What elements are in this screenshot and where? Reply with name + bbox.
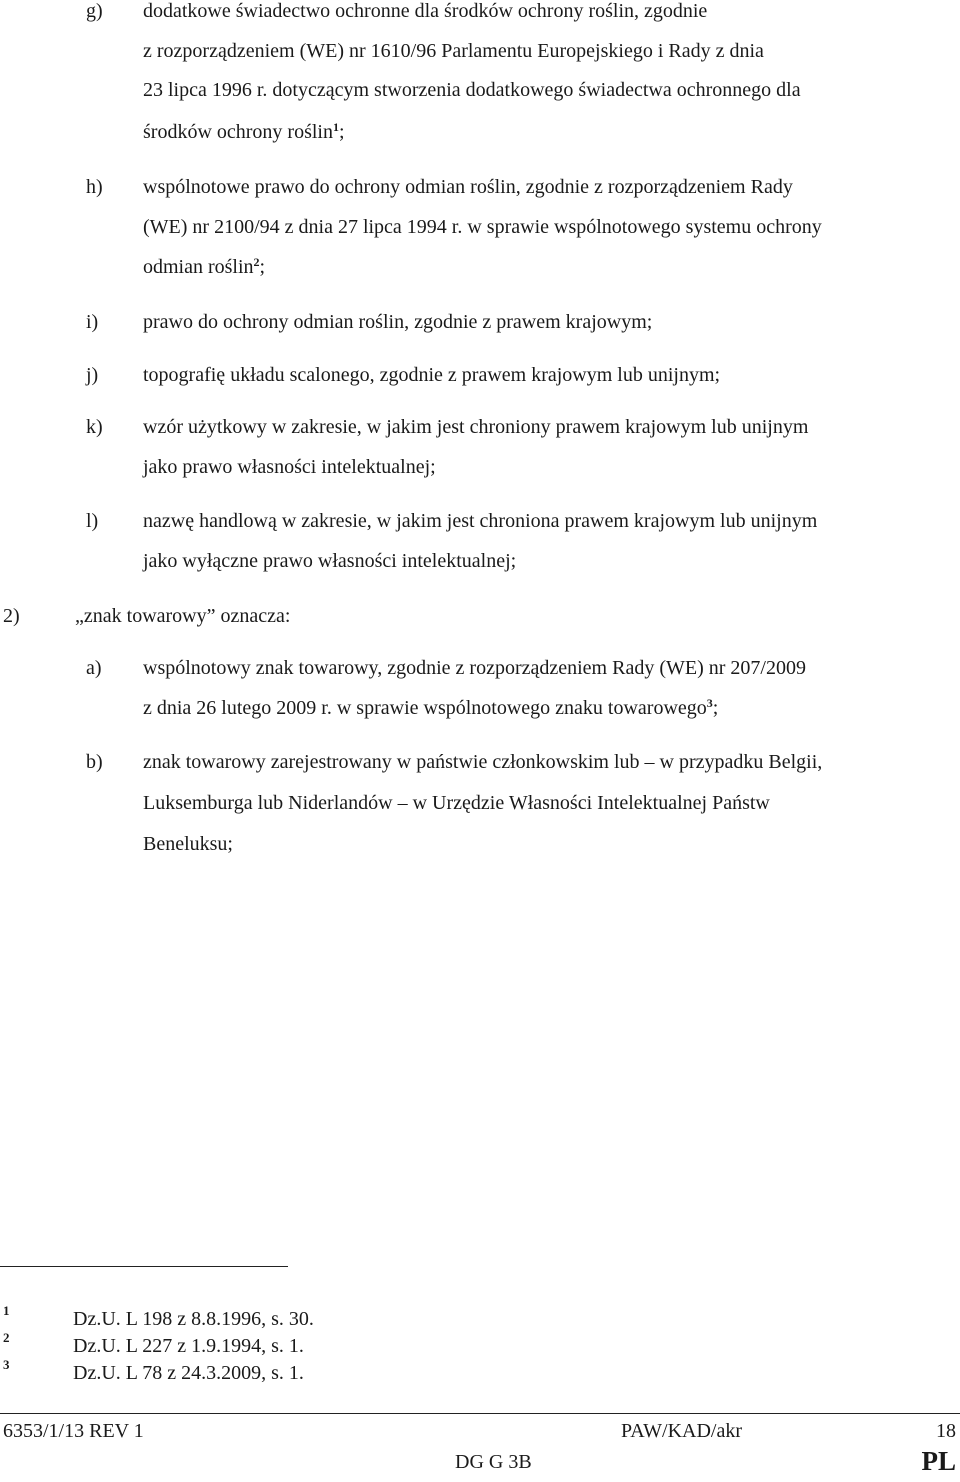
item-h-line-3 [143,256,265,279]
item-g-line-1: dodatkowe świadectwo ochronne dla środków ochrony roślin, zgodnie [143,0,708,22]
footnote-text-1: Dz.U. L 198 z 8.8.1996, s. 30. [73,1308,314,1330]
item-g-end: ; [338,121,345,143]
item-i-line-1: prawo do ochrony odmian roślin, zgodnie z prawem krajowym; [143,311,653,333]
point-label-2: 2) [3,605,20,627]
footnote-number-2: 2 [3,1330,10,1345]
footnote-separator [0,1266,288,1267]
footnote-number-1: 1 [3,1303,10,1318]
point-2-text: „znak towarowy” oznacza: [75,605,291,627]
footer-doc-ref: 6353/1/13 REV 1 [3,1420,144,1442]
footer-initials: PAW/KAD/akr [621,1420,742,1442]
item-j-line-1: topografię układu scalonego, zgodnie z prawem krajowym lub unijnym; [143,364,721,386]
item-g-line-3: 23 lipca 1996 r. dotyczącym stworzenia dodatkowego świadectwa ochronnego dla [143,79,801,101]
item-label-k: k) [86,416,103,438]
item-g-line-4-text: środków ochrony roślin [143,121,333,143]
item-label-j: j) [86,364,99,386]
item-k-line-1: wzór użytkowy w zakresie, w jakim jest chroniony prawem krajowym lub unijnym [143,416,809,438]
footnote-ref-3: 3 [706,696,713,710]
footer-page-number: 18 [936,1420,956,1442]
item-b-line-1: znak towarowy zarejestrowany w państwie członkowskim lub – w przypadku Belgii, [143,751,823,773]
footnote-ref-2: 2 [253,255,260,269]
item-g-line-4 [143,121,345,144]
item-a-end: ; [712,697,719,719]
footer-rule [0,1413,960,1414]
item-label-i: i) [86,311,99,333]
item-l-line-1: nazwę handlową w zakresie, w jakim jest chroniona prawem krajowym lub unijnym [143,510,818,532]
item-b-line-3: Beneluksu; [143,833,233,855]
footer-dg: DG G 3B [455,1451,532,1473]
item-l-line-2: jako wyłączne prawo własności intelektualnej; [143,550,517,572]
item-label-b: b) [86,751,103,773]
footnote-number-3: 3 [3,1357,10,1372]
item-a-line-2 [143,697,718,720]
item-label-g: g) [86,0,103,22]
item-a-line-2-text: z dnia 26 lutego 2009 r. w sprawie wspólnotowego znaku towarowego [143,697,707,719]
item-label-h: h) [86,176,103,198]
footer-language: PL [921,1446,956,1476]
item-a-line-1: wspólnotowy znak towarowy, zgodnie z rozporządzeniem Rady (WE) nr 207/2009 [143,657,806,679]
footnote-text-2: Dz.U. L 227 z 1.9.1994, s. 1. [73,1335,304,1357]
item-h-line-1: wspólnotowe prawo do ochrony odmian roślin, zgodnie z rozporządzeniem Rady [143,176,793,198]
item-h-line-3-text: odmian roślin [143,256,254,278]
item-h-end: ; [259,256,266,278]
footnote-ref-1: 1 [332,120,339,134]
footnote-text-3: Dz.U. L 78 z 24.3.2009, s. 1. [73,1362,304,1384]
item-label-a: a) [86,657,102,679]
item-b-line-2: Luksemburga lub Niderlandów – w Urzędzie Własności Intelektualnej Państw [143,792,770,814]
item-label-l: l) [86,510,99,532]
item-k-line-2: jako prawo własności intelektualnej; [143,456,436,478]
item-h-line-2: (WE) nr 2100/94 z dnia 27 lipca 1994 r. w sprawie wspólnotowego systemu ochrony [143,216,822,238]
item-g-line-2: z rozporządzeniem (WE) nr 1610/96 Parlamentu Europejskiego i Rady z dnia [143,40,764,62]
